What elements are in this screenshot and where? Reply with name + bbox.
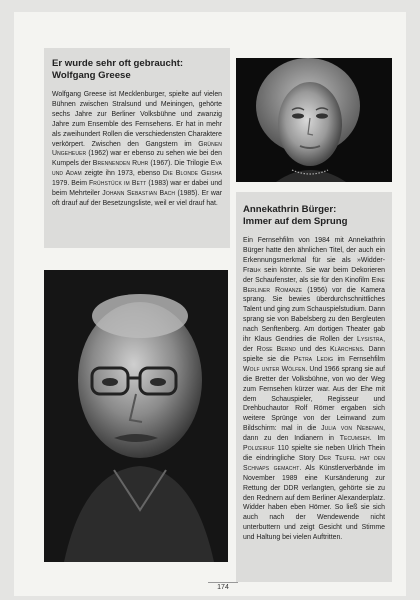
box-body-text xyxy=(243,236,385,543)
heading-line-2: Wolfgang Greese xyxy=(52,70,131,81)
work-title: Grünen Ungeheuer xyxy=(52,140,222,158)
sidebar-box-annekathrin-buerger xyxy=(236,192,392,582)
text-run: , der xyxy=(243,336,385,353)
work-title: Petra Ledig xyxy=(293,355,334,363)
book-page xyxy=(14,12,406,596)
text-run: . Dann spielte sie die xyxy=(243,345,385,363)
box-body-text xyxy=(52,90,222,209)
work-title: Eva und Adam xyxy=(52,160,222,178)
work-title: Die Blonde Geisha xyxy=(162,170,222,178)
text-run: (1983) war er dabei und beim Mehrteiler xyxy=(52,180,222,198)
text-run: (1985). Er war oft drauf auf der Besetzungsliste, weil er viel drauf hat. xyxy=(52,190,222,207)
work-title: Klärchens xyxy=(330,345,363,353)
box-heading xyxy=(243,204,385,228)
work-title: Eine Berliner Romanze xyxy=(243,276,385,294)
heading-line-1: Er wurde sehr oft gebraucht: xyxy=(52,58,184,69)
work-title: Brennenden Ruhr xyxy=(92,160,149,168)
portrait-man-image xyxy=(44,270,228,562)
work-title: Der Teufel hat den Schnaps gemacht xyxy=(243,454,385,472)
text-run: . Im xyxy=(369,435,386,443)
work-title: Rose Bernd xyxy=(256,345,296,353)
work-title: Polizeiruf 110 xyxy=(243,445,289,453)
heading-line-2: Immer auf dem Sprung xyxy=(243,216,348,227)
work-title: Julia von Nebenan xyxy=(321,425,384,433)
text-run: und des xyxy=(295,345,331,353)
work-title: Wolf unter Wölfen xyxy=(243,365,306,373)
text-run: . Und 1966 sprang sie auf die Bretter der Volksbühne, von wo der Weg zum Fernsehen kürzer war. Aus der Ehe mit dem Schauspieler, Regisseur und Drehbuchautor Rolf Römer ergaben sich weitere Sprünge von der Leinwand zum Bildschirm: mal in die xyxy=(243,365,385,433)
text-run: Wolfgang Greese ist Mecklenburger, spielte auf vielen Bühnen zwischen Stralsund und Meiningen, gehörte sechs Jahre zur Berliner Volksbühne und zwanzig Jahre zum Ensemble des Fernsehens. Er hat in mehr als zweihundert Rollen die verschiedensten Charaktere verkörpert. Zwischen den Gangstern im xyxy=(52,91,222,148)
text-run: (1956) vor die Kamera sprang. Sie bewies überdurchschnittliches Talent und ging zum Schauspielstudium. Dann sprang sie von Babelsberg zu den Bergleuten nach Senftenberg. Am dortigen Theater gab ihr Klaus Gendries die Rollen der xyxy=(243,286,385,344)
work-title: Lysistra xyxy=(357,336,384,344)
text-run: zeigte ihn 1973, ebenso xyxy=(81,170,163,178)
text-run: . Als Künstlerverbände im November 1989 eine Kursänderung zur Rettung der DDR verlangten, gehörte sie zu den Rednern auf dem Berliner Alexanderplatz. Widder haben eben Hörner. So ließ sie sich auch nach der Wendewende nicht unterbuttern und zeigt Gesicht und Stimme und Haltung bei vielen Auftritten. xyxy=(243,464,385,542)
page-number: 174 xyxy=(208,582,238,591)
work-title: Johann Sebastian Bach xyxy=(102,190,176,198)
box-heading xyxy=(52,58,222,82)
work-title: Tecumseh xyxy=(339,435,370,443)
portrait-photo-wolfgang-greese xyxy=(44,270,228,562)
portrait-photo-annekathrin-buerger xyxy=(236,58,392,182)
text-run: spielte sie neben Ulrich Thein die eindringliche Story xyxy=(243,445,385,462)
text-run: , dann zu den Indianern in xyxy=(243,425,385,443)
text-run: im Fernsehfilm xyxy=(333,355,385,363)
heading-line-1: Annekathrin Bürger: xyxy=(243,204,337,215)
work-title: Frühstück im Bett xyxy=(89,180,147,188)
sidebar-box-wolfgang-greese xyxy=(44,48,230,248)
portrait-woman-image xyxy=(236,58,392,182)
text-run: 1979. Beim xyxy=(52,180,89,188)
text-run: Ein Fernsehfilm von 1984 mit Annekathrin Bürger hatte den ähnlichen Titel, der auch ein Erkennungsmerkmal für sie als »Widder-Frau« sein könnte. Sie war beim Dekorieren der Schaufenster, als sie für den Kinofilm xyxy=(243,237,385,284)
text-run: (1967). Die Trilogie xyxy=(148,160,211,168)
text-run: (1962) war er ebenso zu sehen wie bei den Kumpels der xyxy=(52,150,222,168)
